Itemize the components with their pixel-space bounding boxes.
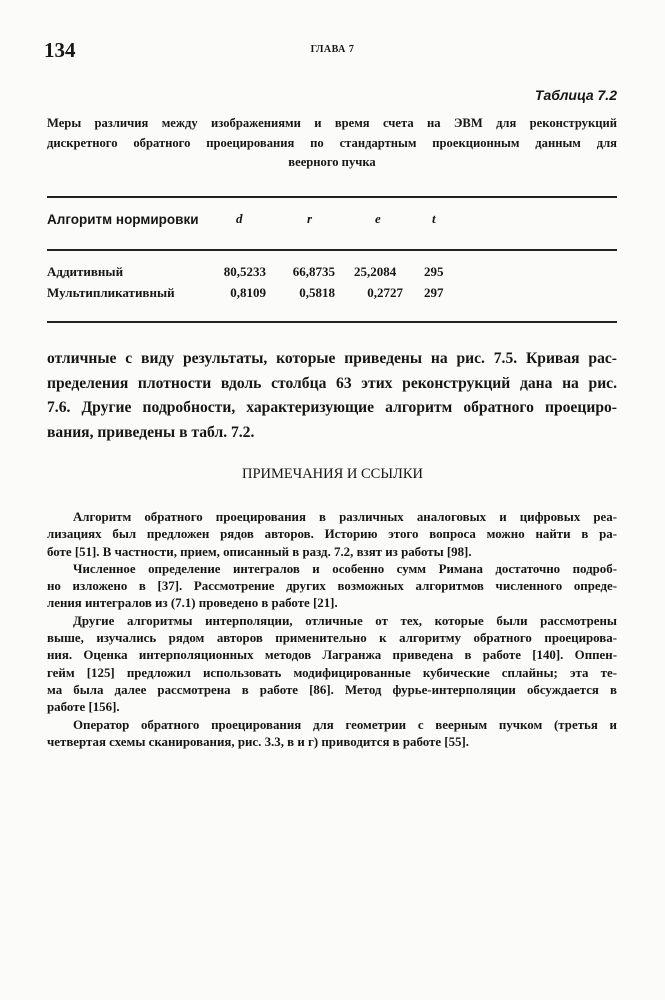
cell-d: 0,8109 [230,285,266,300]
note-line: лизациях был предложен рядов авторов. Историю этого вопроса можно найти в ра- [47,527,617,542]
cell-r: 66,8735 [292,264,335,279]
caption-line: дискретного обратного проецирования по стандартным проекционным данным для [47,135,617,150]
paragraph-line: отличные с виду результаты, которые приведены на рис. 7.5. Кривая рас- [47,350,617,367]
cell-e: 25,2084 [354,264,397,279]
note-line: ма была далее рассмотрена в работе [86]. Метод фурье-интерполяции обсуждается в [47,682,617,697]
section-heading: ПРИМЕЧАНИЯ И ССЫЛКИ [242,466,423,482]
column-header-r: r [307,211,313,226]
column-header-algorithm: Алгоритм нормировки [47,212,199,227]
table-rule-mid [47,249,617,251]
body-paragraph [47,347,617,445]
caption-line: Меры различия между изображениями и время счета на ЭВМ для реконструкций [47,116,617,130]
row-label: Аддитивный [47,264,124,279]
note-paragraph [47,561,617,613]
table-rule-top [47,196,617,198]
cell-t: 295 [424,264,444,279]
table-caption [47,114,617,173]
cell-r: 0,5818 [299,285,335,300]
note-line: Оператор обратного проецирования для геометрии с веерным пучком (третья и [73,717,617,732]
paragraph-line: пределения плотности вдоль столбца 63 этих реконструкций дана на рис. [47,374,617,392]
note-line: гейм [125] предложил использовать модифицированные кубические сплайны; эта те- [47,665,617,680]
table-label: Таблица 7.2 [534,87,617,103]
note-paragraph [47,509,617,561]
column-header-e: e [375,211,381,226]
note-line: боте [51]. В частности, прием, описанный в разд. 7.2, взят из работы [98]. [47,544,472,559]
note-line: Алгоритм обратного проецирования в различных аналоговых и цифровых реа- [73,510,617,524]
caption-line: веерного пучка [288,155,376,169]
page-number: 134 [44,38,76,62]
note-line: выше, изучались рядом авторов применительно к алгоритму обратного проецирова- [47,631,617,646]
note-paragraph [47,717,617,752]
cell-e: 0,2727 [367,285,403,300]
note-line: Численное определение интегралов и особенно сумм Римана достаточно подроб- [73,561,617,576]
note-line: ния. Оценка интерполяционных методов Лагранжа приведена в работе [140]. Оппен- [47,648,617,663]
row-label: Мультипликативный [47,285,175,300]
paragraph-line: 7.6. Другие подробности, характеризующие алгоритм обратного проециро- [47,399,617,416]
paragraph-line: вания, приведены в табл. 7.2. [47,423,255,441]
cell-d: 80,5233 [223,264,266,279]
column-header-t: t [432,211,436,226]
note-line: четвертая схемы сканирования, рис. 3.3, в и г) приводится в работе [55]. [47,734,470,749]
note-line: но изложено в [37]. Рассмотрение других возможных алгоритмов численного опреде- [47,579,617,594]
column-header-d: d [236,211,243,226]
note-line: ления интегралов из (7.1) проведено в работе [21]. [47,596,338,611]
cell-t: 297 [424,285,444,300]
note-line: Другие алгоритмы интерполяции, отличные от тех, которые были рассмотрены [73,613,617,628]
table-rule-bottom [47,321,617,323]
notes-section [47,509,617,751]
running-title: ГЛАВА 7 [310,44,355,55]
note-paragraph [47,613,617,717]
note-line: работе [156]. [47,700,120,715]
